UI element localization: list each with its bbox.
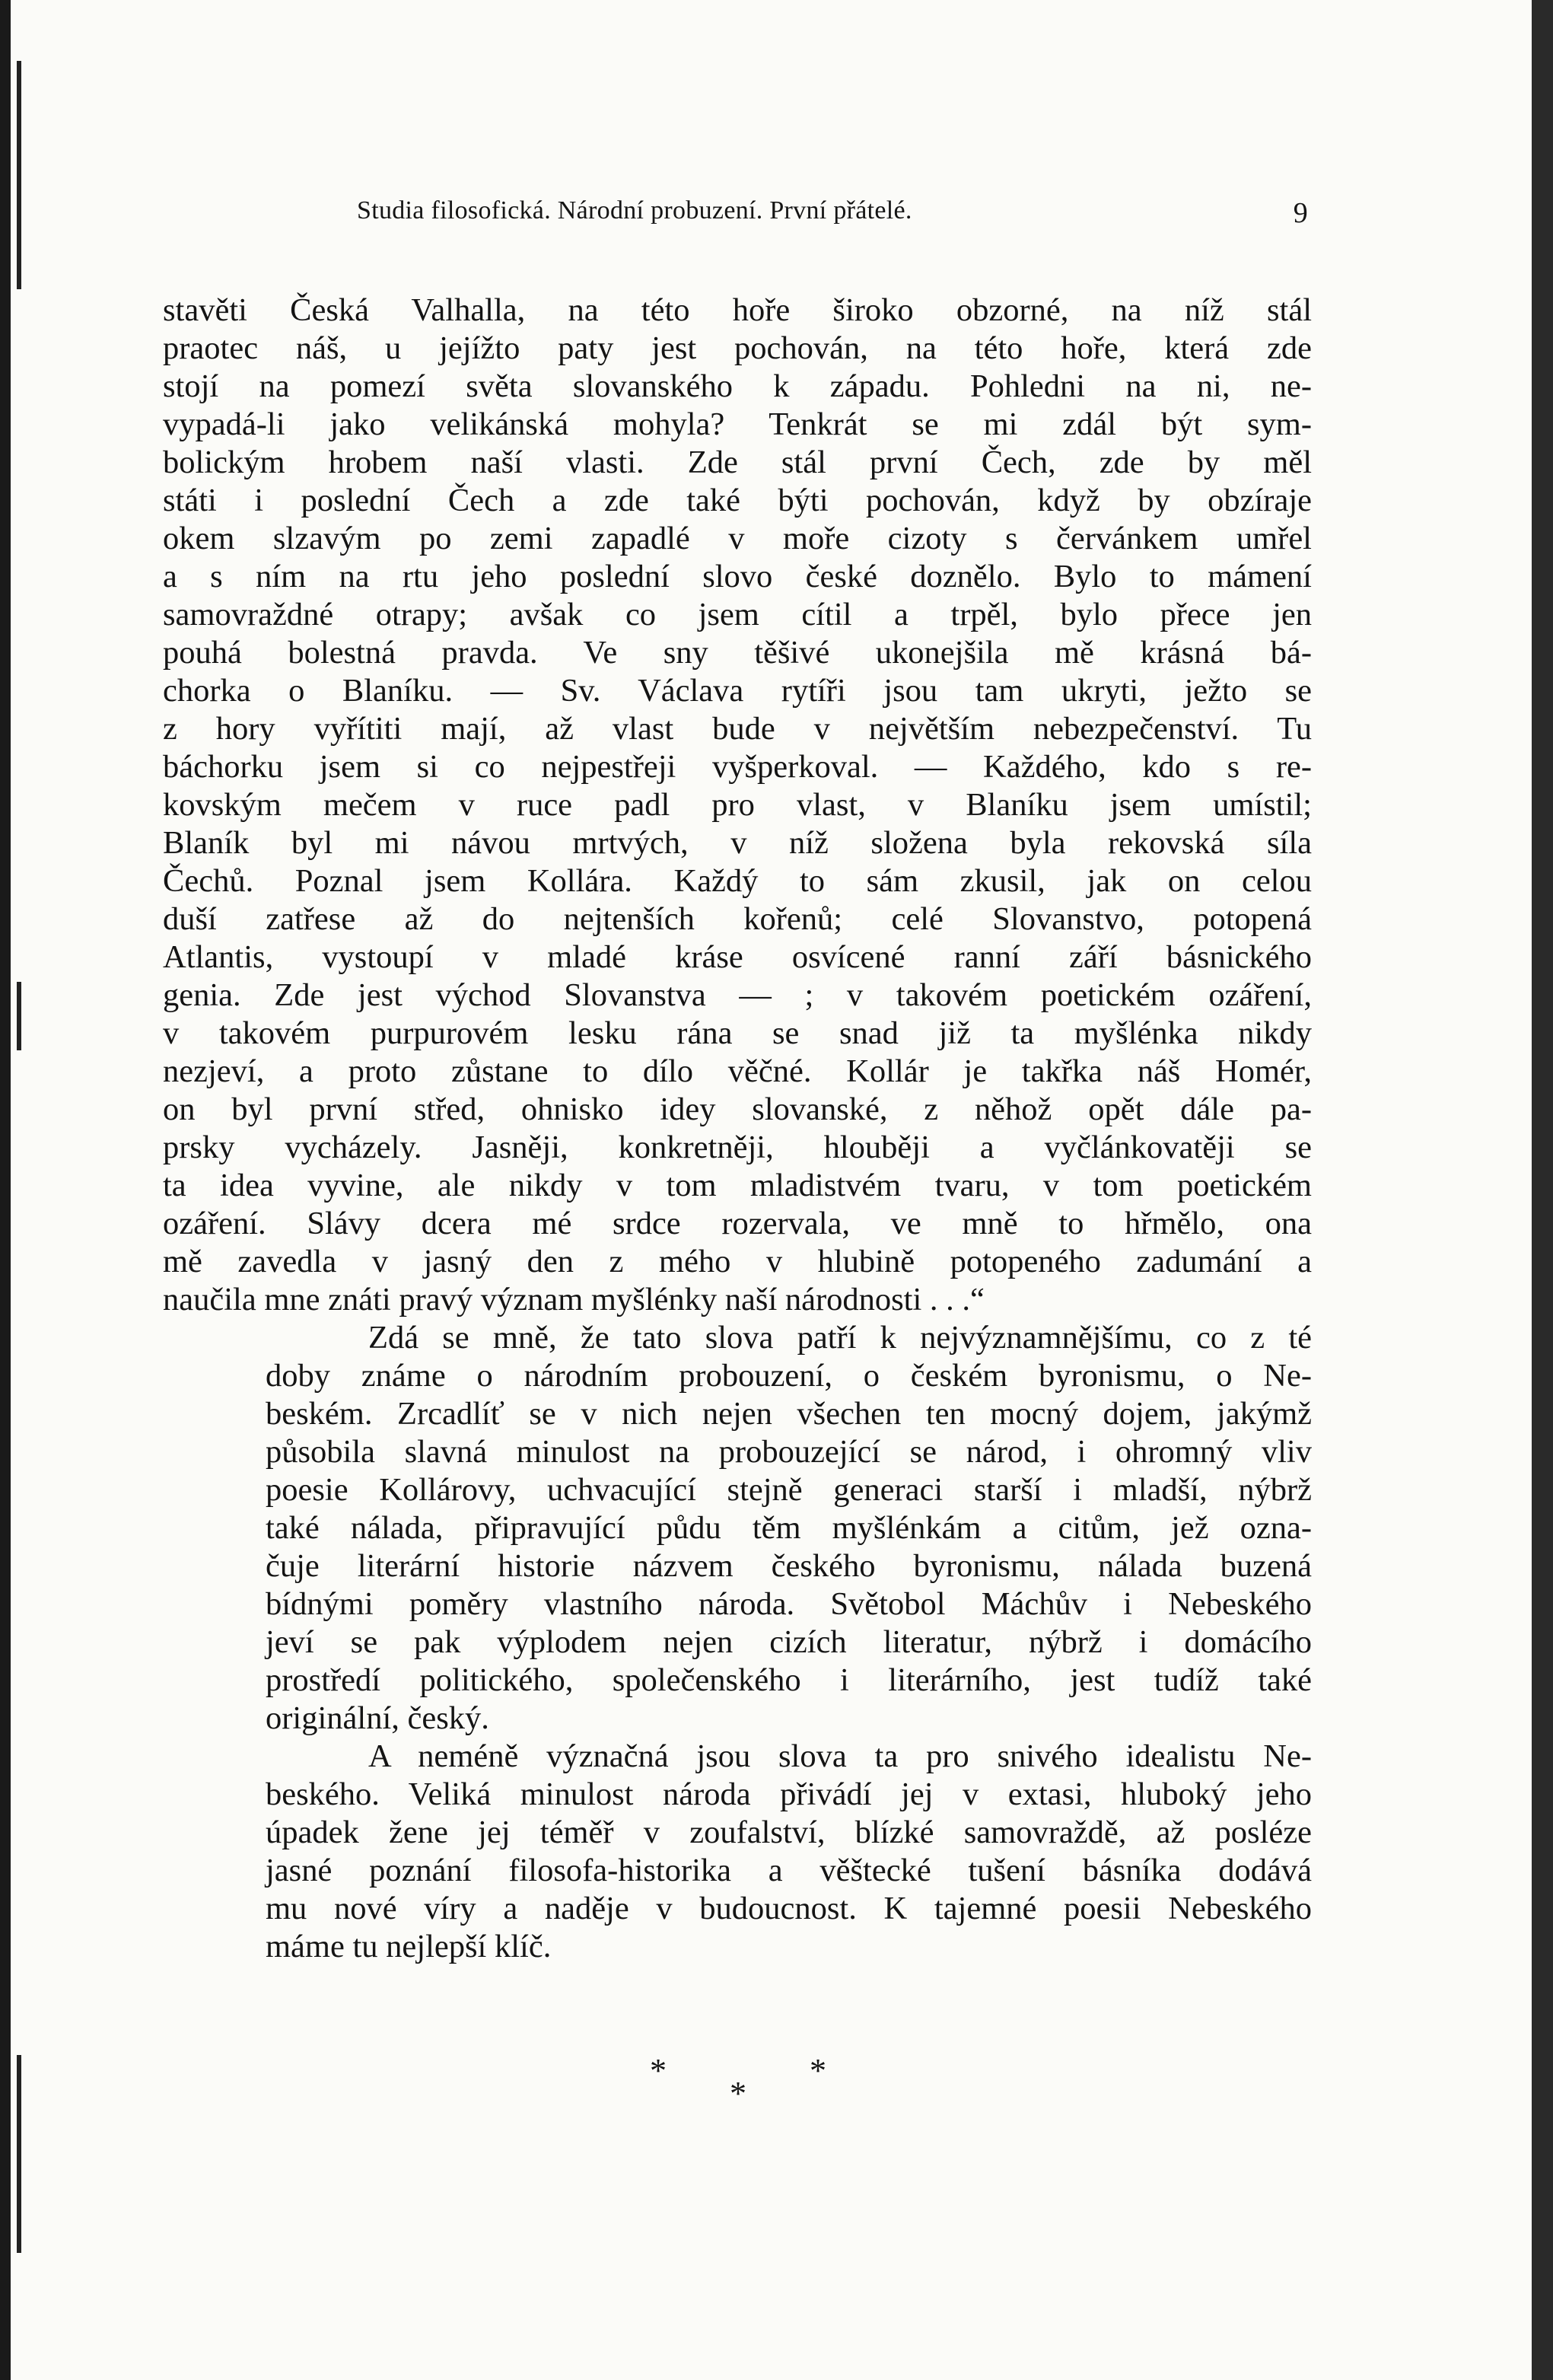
text-line: Blaník byl mi návou mrtvých, v níž složena byla rekovská síla [163,825,1312,861]
asterisk: * [730,2075,746,2112]
scan-edge [0,0,11,2380]
text-line: originální, český. [266,1700,489,1736]
section-break [650,2051,848,2112]
text-line: jasné poznání filosofa-historika a věštecké tušení básníka dodává [266,1853,1312,1888]
book-page [11,0,1539,2380]
text-line: genia. Zde jest východ Slovanstva — ; v takovém poetickém ozáření, [163,977,1312,1013]
running-header [357,196,1308,234]
asterisk: * [650,2052,667,2089]
text-line: okem slzavým po zemi zapadlé v moře cizoty s červánkem umřel [163,521,1312,556]
text-line: působila slavná minulost na probouzející se národ, i ohromný vliv [266,1434,1312,1470]
text-line: doby známe o národním probouzení, o českém byronismu, o Ne- [266,1358,1312,1394]
text-line: beském. Zrcadlíť se v nich nejen všechen ten mocný dojem, jakýmž [266,1396,1312,1432]
text-line: on byl první střed, ohnisko idey slovanské, z něhož opět dále pa- [163,1091,1312,1127]
text-line: ozáření. Slávy dcera mé srdce rozervala, ve mně to hřmělo, ona [163,1206,1312,1241]
text-line: také nálada, připravující půdu těm myšlénkám a citům, jež ozna- [266,1510,1312,1546]
text-line: a s ním na rtu jeho poslední slovo české doznělo. Bylo to mámení [163,559,1312,594]
text-line: praotec náš, u jejížto paty jest pochován, na této hoře, která zde [163,330,1312,366]
text-line: duší zatřese až do nejtenších kořenů; celé Slovanstvo, potopená [163,901,1312,937]
text-line: kovským mečem v ruce padl pro vlast, v Blaníku jsem umístil; [163,787,1312,823]
text-line: státi i poslední Čech a zde také býti pochován, když by obzíraje [163,483,1312,518]
text-line: stojí na pomezí světa slovanského k západu. Pohledni na ni, ne- [163,368,1312,404]
binding-shadow [17,61,21,289]
paragraph [163,292,1312,1319]
text-line: chorka o Blaníku. — Sv. Václava rytíři jsou tam ukryti, ježto se [163,673,1312,709]
text-line: v takovém purpurovém lesku rána se snad již ta myšlénka nikdy [163,1015,1312,1051]
text-line: poesie Kollárovy, uchvacující stejně generaci starší i mladší, nýbrž [266,1472,1312,1508]
text-line: máme tu nejlepší klíč. [266,1929,552,1964]
text-line: pouhá bolestná pravda. Ve sny těšivé ukonejšila mě krásná bá- [163,635,1312,671]
text-line: báchorku jsem si co nejpestřeji vyšperkoval. — Každého, kdo s re- [163,749,1312,785]
text-line: samovraždné otrapy; avšak co jsem cítil a trpěl, bylo přece jen [163,597,1312,632]
running-title: Studia filosofická. Národní probuzení. První přátelé. [357,196,912,225]
asterisk: * [810,2052,826,2089]
text-line: Zdá se mně, že tato slova patří k nejvýznamnějšímu, co z té [368,1320,1312,1356]
text-line: Čechů. Poznal jsem Kollára. Každý to sám zkusil, jak on celou [163,863,1312,899]
text-line: nezjeví, a proto zůstane to dílo věčné. Kollár je takřka náš Homér, [163,1053,1312,1089]
text-line: prsky vycházely. Jasněji, konkretněji, hlouběji a vyčlánkovatěji se [163,1129,1312,1165]
text-line: čuje literární historie názvem českého byronismu, nálada buzená [266,1548,1312,1584]
text-line: beského. Veliká minulost národa přivádí jej v extasi, hluboký jeho [266,1776,1312,1812]
text-line: Atlantis, vystoupí v mladé kráse osvícené ranní září básnického [163,939,1312,975]
text-line: prostředí politického, společenského i literárního, jest tudíž také [266,1662,1312,1698]
body-text [163,292,1312,1966]
text-line: bídnými poměry vlastního národa. Světobol Máchův i Nebeského [266,1586,1312,1622]
text-line: ta idea vyvine, ale nikdy v tom mladistvém tvaru, v tom poetickém [163,1168,1312,1203]
text-line: naučila mne znáti pravý význam myšlénky naší národnosti . . .“ [163,1282,985,1317]
text-line: stavěti Česká Valhalla, na této hoře široko obzorné, na níž stál [163,292,1312,328]
paragraph [163,1738,1312,1966]
text-line: jeví se pak výplodem nejen cizích literatur, nýbrž i domácího [266,1624,1312,1660]
paragraph [163,1319,1312,1738]
text-line: vypadá-li jako velikánská mohyla? Tenkrát se mi zdál být sym- [163,406,1312,442]
text-line: z hory vyřítiti mají, až vlast bude v největším nebezpečenství. Tu [163,711,1312,747]
text-line: úpadek žene jej téměř v zoufalství, blízké samovraždě, až posléze [266,1814,1312,1850]
text-line: bolickým hrobem naší vlasti. Zde stál první Čech, zde by měl [163,444,1312,480]
page-number: 9 [1293,197,1308,229]
text-line: A neméně význačná jsou slova ta pro snivého idealistu Ne- [368,1738,1312,1774]
binding-shadow [17,982,21,1050]
text-line: mě zavedla v jasný den z mého v hlubině potopeného zadumání a [163,1244,1312,1279]
binding-shadow [17,2055,21,2253]
text-line: mu nové víry a naděje v budoucnost. K tajemné poesii Nebeského [266,1891,1312,1926]
